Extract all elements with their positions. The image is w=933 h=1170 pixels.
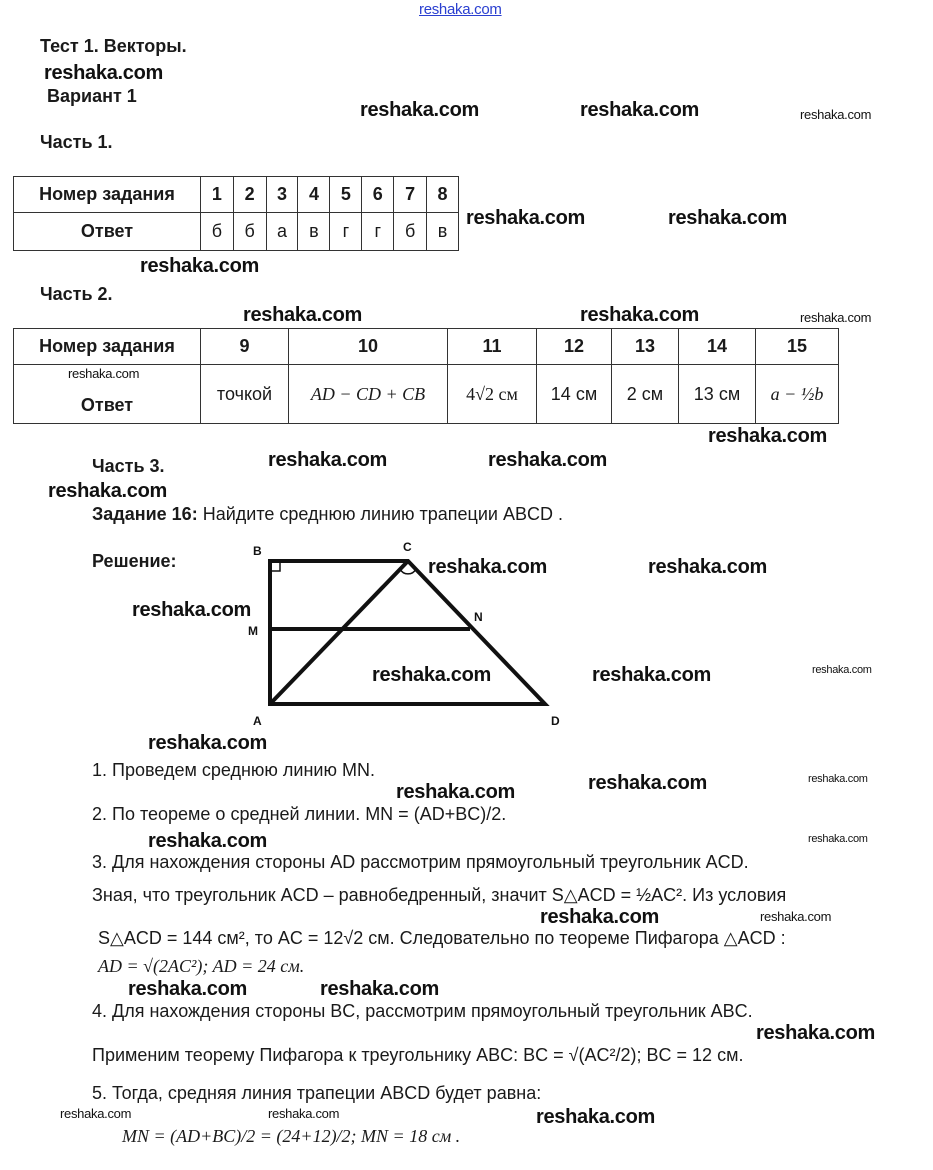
answer-cell: AD − CD + CB <box>289 365 448 424</box>
watermark-link[interactable]: reshaka.com <box>419 1 502 18</box>
watermark: reshaka.com <box>536 1106 655 1128</box>
variant-label: Вариант 1 <box>47 86 137 106</box>
part2-heading: Часть 2. <box>40 284 113 304</box>
answer-cell: г <box>330 213 362 251</box>
watermark: reshaka.com <box>580 99 699 121</box>
watermark: reshaka.com <box>800 107 872 122</box>
watermark: reshaka.com <box>140 255 259 277</box>
watermark: reshaka.com <box>466 207 585 229</box>
task-number: 12 <box>537 329 612 365</box>
watermark: reshaka.com <box>243 304 362 326</box>
watermark: reshaka.com <box>668 207 787 229</box>
answer-cell: точкой <box>201 365 289 424</box>
watermark: reshaka.com <box>396 781 515 803</box>
step-5: 5. Тогда, средняя линия трапеции ABCD будет равна: <box>92 1083 542 1103</box>
answer-cell: б <box>201 213 234 251</box>
test-title: Тест 1. Векторы. <box>40 36 187 56</box>
watermark: reshaka.com <box>488 449 607 471</box>
watermark: reshaka.com <box>372 664 491 686</box>
watermark: reshaka.com <box>800 310 872 325</box>
task-label: Задание 16: <box>92 504 198 524</box>
answer-cell: в <box>427 213 459 251</box>
vertex-a-label: A <box>253 714 262 728</box>
solution-label: Решение: <box>92 551 177 571</box>
answer-label: Ответ <box>14 365 201 424</box>
watermark: reshaka.com <box>320 978 439 1000</box>
row-label: Номер задания <box>14 329 201 365</box>
watermark: reshaka.com <box>580 304 699 326</box>
watermark: reshaka.com <box>148 732 267 754</box>
answer-cell: 13 см <box>679 365 756 424</box>
answer-cell: 4√2 см <box>448 365 537 424</box>
watermark: reshaka.com <box>756 1022 875 1044</box>
watermark: reshaka.com <box>588 772 707 794</box>
vertex-c-label: C <box>403 540 412 554</box>
answer-cell: в <box>298 213 330 251</box>
step-2: 2. По теореме о средней линии. MN = (AD+BC)/2. <box>92 804 507 824</box>
task-number: 11 <box>448 329 537 365</box>
watermark: reshaka.com <box>128 978 247 1000</box>
task-number: 14 <box>679 329 756 365</box>
point-m-label: M <box>248 624 258 638</box>
answer-cell: 2 см <box>612 365 679 424</box>
watermark: reshaka.com <box>268 449 387 471</box>
watermark: reshaka.com <box>592 664 711 686</box>
task-number: 13 <box>612 329 679 365</box>
watermark: reshaka.com <box>48 480 167 502</box>
watermark: reshaka.com <box>760 909 832 924</box>
watermark: reshaka.com <box>808 773 868 785</box>
answer-cell: г <box>362 213 394 251</box>
answer-cell: б <box>233 213 266 251</box>
part1-heading: Часть 1. <box>40 132 113 152</box>
step-3-line-3: S△ACD = 144 см², то AC = 12√2 см. Следовательно по теореме Пифагора △ACD : <box>98 928 786 948</box>
answer-label: Ответ <box>14 213 201 251</box>
watermark: reshaka.com <box>648 556 767 578</box>
task-text: Найдите среднюю линию трапеции ABCD . <box>202 504 563 524</box>
task-number: 7 <box>394 177 427 213</box>
task-number: 8 <box>427 177 459 213</box>
watermark: reshaka.com <box>60 1106 132 1121</box>
task-number: 3 <box>266 177 298 213</box>
step-5-line-2: MN = (AD+BC)/2 = (24+12)/2; MN = 18 см . <box>122 1126 461 1146</box>
answer-cell: а <box>266 213 298 251</box>
watermark: reshaka.com <box>148 830 267 852</box>
row-label: Номер задания <box>14 177 201 213</box>
task-number: 2 <box>233 177 266 213</box>
watermark: reshaka.com <box>68 366 140 381</box>
part1-table <box>13 176 459 251</box>
step-4-line-2: Применим теорему Пифагора к треугольнику ABC: BC = √(AC²/2); BC = 12 см. <box>92 1045 744 1065</box>
task-number: 5 <box>330 177 362 213</box>
task-number: 6 <box>362 177 394 213</box>
task-number: 10 <box>289 329 448 365</box>
watermark: reshaka.com <box>268 1106 340 1121</box>
task-number: 1 <box>201 177 234 213</box>
answer-cell: 14 см <box>537 365 612 424</box>
watermark: reshaka.com <box>428 556 547 578</box>
task-number: 15 <box>756 329 839 365</box>
step-3-line-2: Зная, что треугольник ACD – равнобедренный, значит S△ACD = ½AC². Из условия <box>92 885 787 905</box>
vertex-d-label: D <box>551 714 560 728</box>
task-16 <box>92 504 563 525</box>
vertex-b-label: B <box>253 544 262 558</box>
watermark: reshaka.com <box>812 664 872 676</box>
watermark: reshaka.com <box>360 99 479 121</box>
watermark: reshaka.com <box>708 425 827 447</box>
task-number: 4 <box>298 177 330 213</box>
watermark: reshaka.com <box>808 833 868 845</box>
point-n-label: N <box>474 610 483 624</box>
step-3: 3. Для нахождения стороны AD рассмотрим прямоугольный треугольник ACD. <box>92 852 749 872</box>
answer-cell: б <box>394 213 427 251</box>
part3-heading: Часть 3. <box>92 456 165 476</box>
step-4: 4. Для нахождения стороны BC, рассмотрим прямоугольный треугольник ABC. <box>92 1001 753 1021</box>
watermark: reshaka.com <box>44 62 163 84</box>
watermark: reshaka.com <box>540 906 659 928</box>
watermark: reshaka.com <box>132 599 251 621</box>
task-number: 9 <box>201 329 289 365</box>
step-1: 1. Проведем среднюю линию MN. <box>92 760 375 780</box>
step-3-line-4: AD = √(2AC²); AD = 24 см. <box>98 956 305 976</box>
answer-cell: a − ½b <box>756 365 839 424</box>
